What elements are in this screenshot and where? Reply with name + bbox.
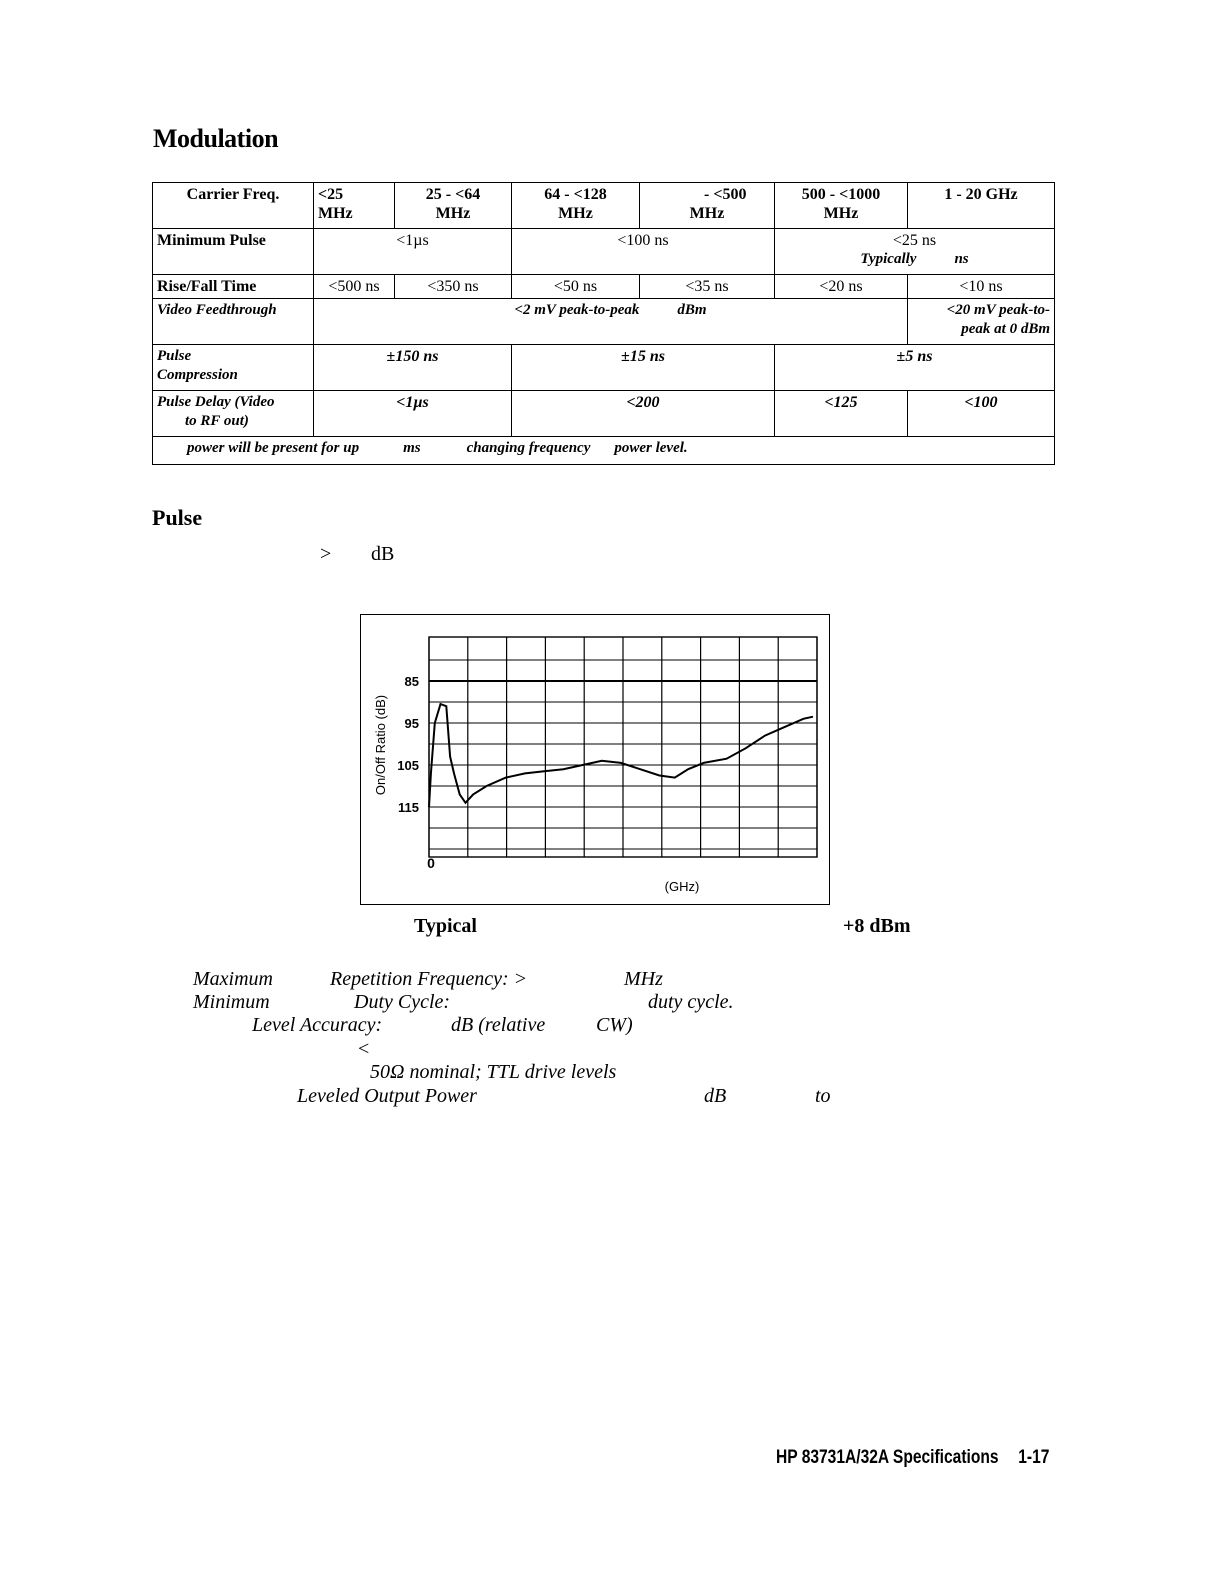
spec-text: Repetition Frequency: > xyxy=(330,968,528,990)
spec-text: Maximum xyxy=(193,968,273,990)
table-row xyxy=(153,345,1055,391)
spec-text: MHz xyxy=(624,968,663,990)
spec-text: Duty Cycle: xyxy=(354,991,451,1013)
rise-fall-value: <10 ns xyxy=(908,275,1055,299)
header-64-128: 64 - <128 MHz xyxy=(512,183,640,229)
compression-high: ±5 ns xyxy=(775,345,1055,391)
min-pulse-mid: <100 ns xyxy=(512,229,775,275)
chart-series xyxy=(429,704,813,807)
rise-fall-value: <50 ns xyxy=(512,275,640,299)
table-row xyxy=(153,437,1055,465)
spec-text: Minimum xyxy=(193,991,270,1013)
table-row xyxy=(153,391,1055,437)
row-label-rise-fall: Rise/Fall Time xyxy=(153,275,314,299)
spec-text: duty cycle. xyxy=(648,991,734,1013)
chart-y-tick-label: 85 xyxy=(404,674,419,689)
header-25-64: 25 - <64 MHz xyxy=(395,183,512,229)
chart-y-tick-label: 105 xyxy=(397,758,419,773)
row-label-min-pulse: Minimum Pulse xyxy=(153,229,314,275)
delay-mid: <200 xyxy=(512,391,775,437)
row-label-video-feedthrough: Video Feedthrough xyxy=(153,299,314,345)
table-row xyxy=(153,275,1055,299)
header-500-1000: 500 - <1000 MHz xyxy=(775,183,908,229)
chart-caption-power: +8 dBm xyxy=(843,915,911,937)
chart-x-tick-label: 0 xyxy=(427,855,435,871)
footer-page-number: 1-17 xyxy=(1018,1447,1050,1468)
chart-caption-typical: Typical xyxy=(414,915,477,937)
chart-grid xyxy=(429,637,817,857)
on-off-ratio-chart-frame xyxy=(360,614,830,905)
page-footer xyxy=(776,1447,1049,1469)
min-pulse-low: <1µs xyxy=(314,229,512,275)
chart-x-axis-label: (GHz) xyxy=(664,879,700,894)
header-lt500: - <500 MHz xyxy=(640,183,775,229)
table-footnote: power will be present for up ms changing frequency power level. xyxy=(153,437,1055,465)
section-heading-pulse: Pulse xyxy=(152,505,203,530)
on-off-ratio-chart xyxy=(361,615,829,904)
rise-fall-value: <500 ns xyxy=(314,275,395,299)
rise-fall-value: <35 ns xyxy=(640,275,775,299)
delay-1-20: <100 xyxy=(908,391,1055,437)
modulation-spec-table xyxy=(152,182,1055,465)
page-title: Modulation xyxy=(153,124,279,153)
header-carrier-freq: Carrier Freq. xyxy=(153,183,314,229)
row-label-pulse-delay: Pulse Delay (Video to RF out) xyxy=(153,391,314,437)
header-lt25: <25 MHz xyxy=(314,183,395,229)
table-row xyxy=(153,299,1055,345)
chart-y-tick-label: 95 xyxy=(404,716,419,731)
spec-text: Leveled Output Power xyxy=(297,1085,477,1107)
spec-text: dB xyxy=(704,1085,727,1107)
delay-500-1000: <125 xyxy=(775,391,908,437)
table-header-row xyxy=(153,183,1055,229)
video-feedthrough-high: <20 mV peak-to- peak at 0 dBm xyxy=(908,299,1055,345)
spec-text: 50Ω nominal; TTL drive levels xyxy=(370,1061,617,1083)
delay-low: <1µs xyxy=(314,391,512,437)
spec-text: dB (relative xyxy=(451,1014,546,1036)
spec-text: CW) xyxy=(596,1014,633,1036)
table-row xyxy=(153,229,1055,275)
footer-title: HP 83731A/32A Specifications xyxy=(776,1447,999,1468)
chart-y-axis-label: On/Off Ratio (dB) xyxy=(373,694,388,796)
rise-fall-value: <20 ns xyxy=(775,275,908,299)
chart-series-line xyxy=(429,704,813,807)
chart-y-ticks xyxy=(397,674,419,815)
min-pulse-high: <25 ns Typically ns xyxy=(775,229,1055,275)
compression-mid: ±15 ns xyxy=(512,345,775,391)
spec-text: to xyxy=(815,1085,831,1107)
rise-fall-value: <350 ns xyxy=(395,275,512,299)
row-label-pulse-compression: Pulse Compression xyxy=(153,345,314,391)
video-feedthrough-low: <2 mV peak-to-peak dBm xyxy=(314,299,908,345)
header-1-20ghz: 1 - 20 GHz xyxy=(908,183,1055,229)
spec-text: < xyxy=(358,1038,370,1060)
chart-y-tick-label: 115 xyxy=(398,800,419,815)
compression-low: ±150 ns xyxy=(314,345,512,391)
spec-text: Level Accuracy: xyxy=(252,1014,383,1036)
